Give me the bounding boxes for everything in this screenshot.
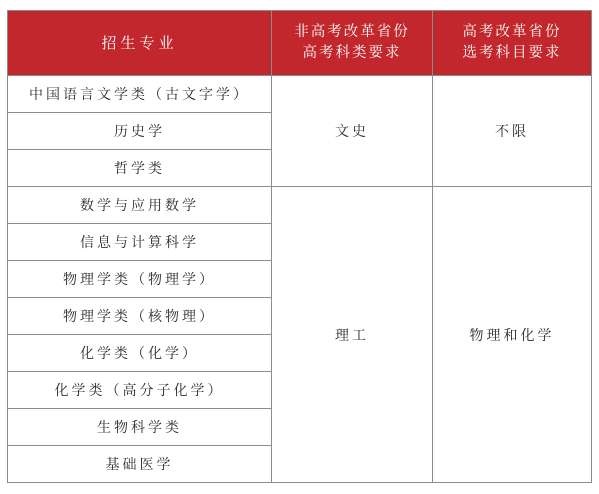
major-cell: 化学类（高分子化学） bbox=[8, 372, 272, 409]
major-cell: 数学与应用数学 bbox=[8, 187, 272, 224]
header-non-reform-requirement bbox=[272, 11, 433, 76]
subject-requirement-table bbox=[7, 10, 592, 483]
table-row bbox=[8, 187, 592, 224]
header-reform-line1: 高考改革省份 bbox=[462, 24, 562, 40]
major-cell: 生物科学类 bbox=[8, 409, 272, 446]
major-cell: 哲学类 bbox=[8, 150, 272, 187]
subjects-cell-humanities: 不限 bbox=[433, 76, 592, 187]
table-row bbox=[8, 76, 592, 113]
category-cell-science: 理工 bbox=[272, 187, 433, 483]
header-non-reform-line1: 非高考改革省份 bbox=[294, 24, 410, 40]
major-cell: 物理学类（核物理） bbox=[8, 298, 272, 335]
header-major: 招生专业 bbox=[8, 11, 272, 76]
header-reform-line2: 选考科目要求 bbox=[462, 45, 562, 61]
major-cell: 历史学 bbox=[8, 113, 272, 150]
header-row bbox=[8, 11, 592, 76]
major-cell: 基础医学 bbox=[8, 446, 272, 483]
major-cell: 物理学类（物理学） bbox=[8, 261, 272, 298]
major-cell: 化学类（化学） bbox=[8, 335, 272, 372]
category-cell-humanities: 文史 bbox=[272, 76, 433, 187]
subjects-cell-science: 物理和化学 bbox=[433, 187, 592, 483]
header-non-reform-line2: 高考科类要求 bbox=[302, 45, 402, 61]
header-reform-requirement bbox=[433, 11, 592, 76]
major-cell: 信息与计算科学 bbox=[8, 224, 272, 261]
major-cell: 中国语言文学类（古文字学） bbox=[8, 76, 272, 113]
